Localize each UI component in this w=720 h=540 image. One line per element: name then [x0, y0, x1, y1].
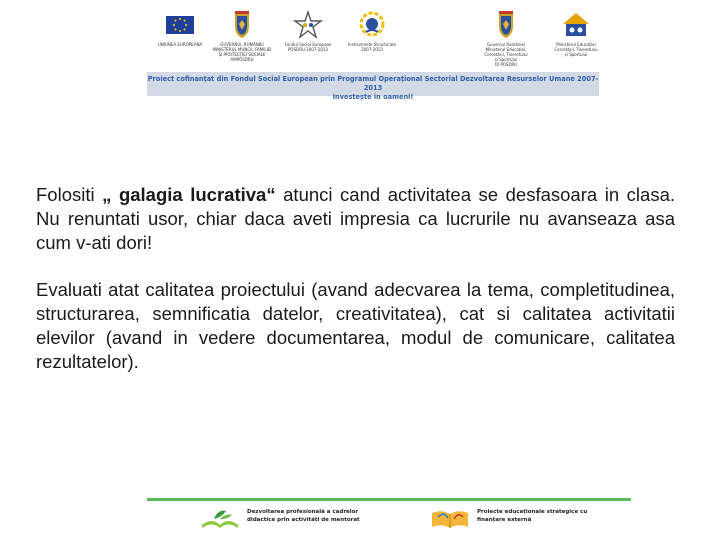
open-book-icon: [430, 505, 470, 531]
logo-caption: Ministerul Educației Cercetării, Tineretului și Sportului: [554, 42, 598, 57]
banner-line-2: Investește în oameni!: [332, 93, 414, 101]
school-house-icon: [561, 10, 591, 40]
logo-instrumente-structurale: [332, 8, 412, 66]
book-leaves-icon: [200, 505, 240, 531]
logo-ministerul-educatiei: [536, 8, 616, 66]
eu-flag-icon: [165, 10, 195, 40]
esf-star-icon: [293, 10, 323, 40]
paragraph-1-rest: atunci cand activitatea se desfasoara in clasa. Nu renuntati usor, chiar daca aveti impresia ca lucrurile nu avanseaza asa cum v-ati dori!: [36, 184, 675, 253]
paragraph-2: Evaluati atat calitatea proiectului (avand adecvarea la tema, completitudinea, structurarea, semnificatia datelor, creativitatea), cat si calitatea activitatii elevilor (avand in vedere documentarea, modul de comunicare, calitatea rezultatelor).: [36, 279, 675, 372]
logo-caption: UNIUNEA EUROPEANA: [157, 42, 203, 47]
instrumente-structurale-icon: [357, 10, 387, 40]
paragraph-1-prefix: Folositi: [36, 184, 103, 205]
footer-project-left: [200, 505, 380, 533]
slide-body-text: [36, 183, 675, 374]
footer-right-text: Proiecte educaționale strategice cu finanțare externă: [477, 509, 588, 523]
logo-caption: GUVERNUL ROMÂNIEI MINISTERUL MUNCII, FAMILIEI ȘI PROTECȚIEI SOCIALE AMPOSDRU: [212, 42, 272, 62]
cofinancing-banner: [147, 72, 599, 101]
logo-caption: Guvernul României Ministerul Educației, Cercetării, Tineretului și Sportului OI POSDRU: [484, 42, 528, 67]
footer-divider: [147, 498, 631, 501]
footer-project-right: [430, 505, 610, 533]
logo-caption: Instrumente Structurale 2007-2013: [348, 42, 396, 52]
logo-caption: Fondul Social European POSDRU 2007-2013: [284, 42, 332, 52]
logo-ministerul-educatiei-oi: [466, 8, 546, 66]
partner-logo-bar: [140, 8, 610, 66]
banner-line-1: Proiect cofinanțat din Fondul Social European prin Programul Operațional Sectorial Dezvoltarea Resurselor Umane 2007-2013: [147, 75, 599, 92]
footer-left-text: Dezvoltarea profesională a cadrelor didactice prin activități de mentorat: [247, 509, 360, 523]
romania-coat-of-arms-icon: [491, 10, 521, 40]
romania-coat-of-arms-icon: [227, 10, 257, 40]
paragraph-1: [36, 183, 675, 255]
paragraph-1-bold: „ galagia lucrativa“: [102, 184, 276, 205]
